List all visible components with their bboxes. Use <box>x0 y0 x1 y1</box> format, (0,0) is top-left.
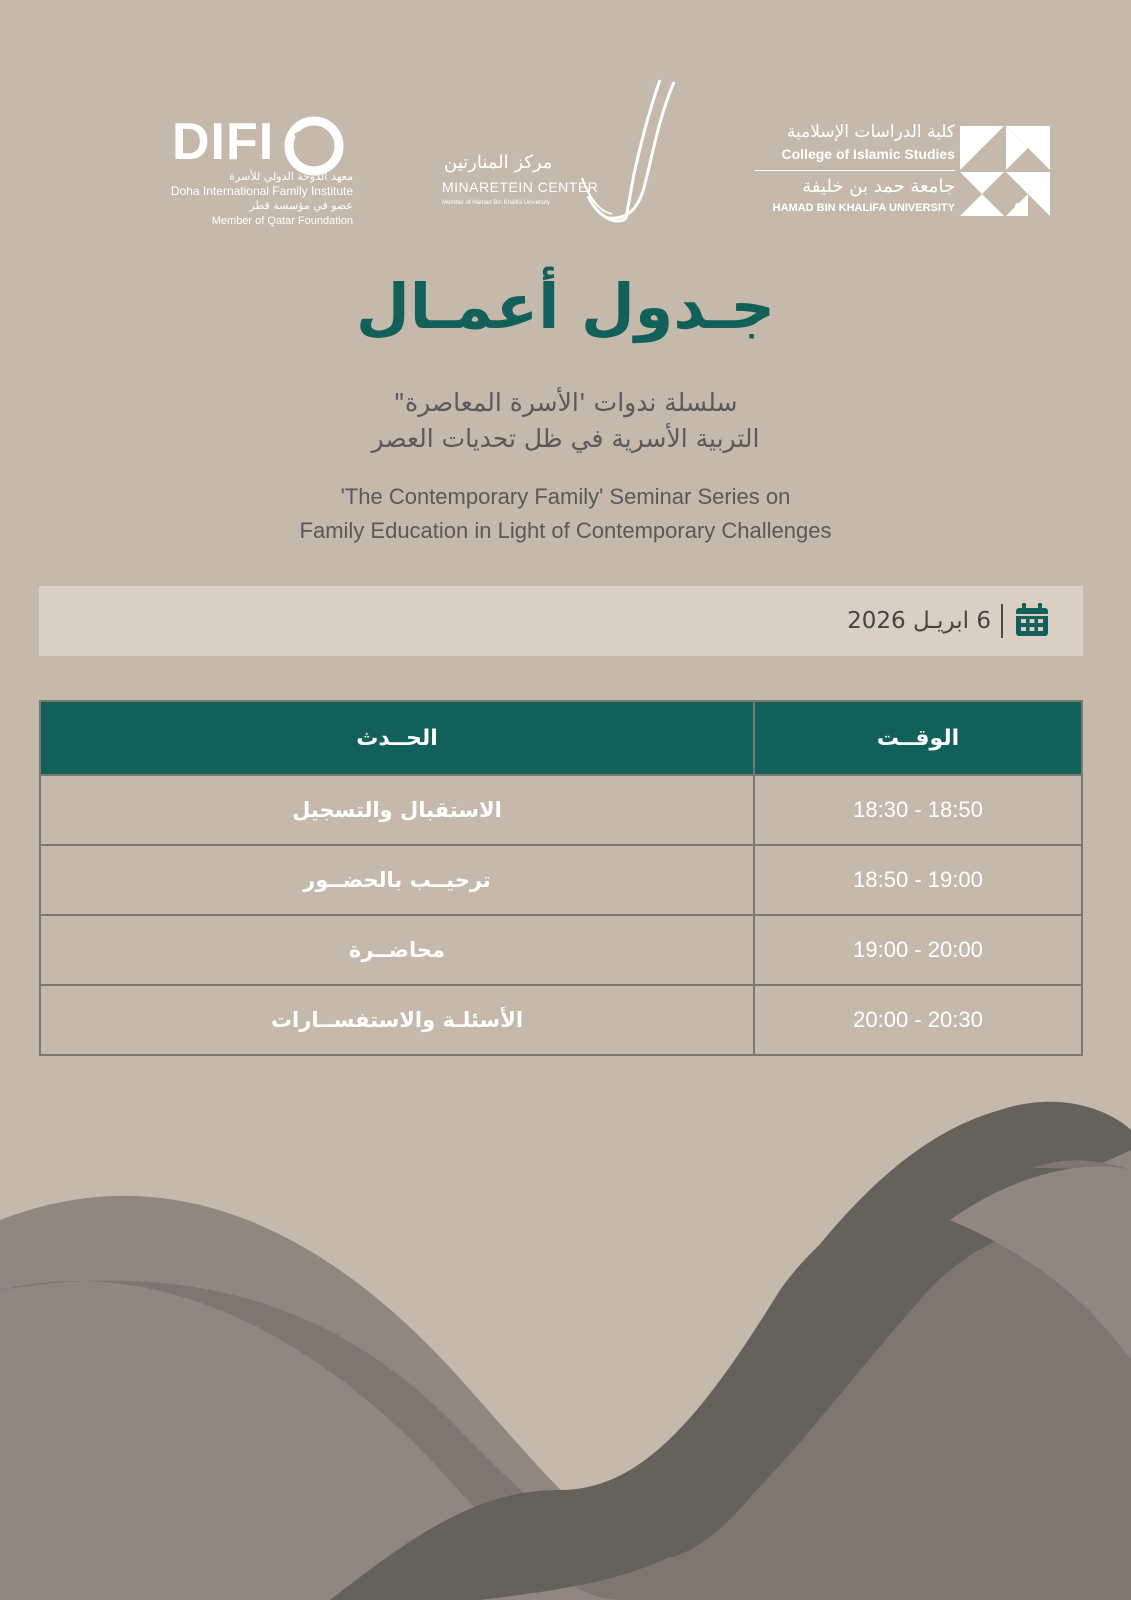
arabic-subtitle-line-2: التربية الأسرية في ظل تحديات العصر <box>371 424 760 453</box>
difi-arabic-name: معهد الدوحة الدولي للأسرة <box>229 170 353 183</box>
row-event: الاستقبال والتسجيل <box>40 775 754 845</box>
arabic-subtitle <box>0 385 1131 457</box>
date-bar <box>39 586 1083 656</box>
college-divider <box>755 170 955 171</box>
calendar-icon <box>1015 603 1049 637</box>
english-subtitle-line-2: Family Education in Light of Contemporary Challenges <box>299 518 832 543</box>
table-row <box>40 985 1082 1055</box>
table-row <box>40 915 1082 985</box>
decorative-waves <box>0 1090 1131 1600</box>
english-subtitle <box>0 480 1131 548</box>
row-event: ترحيــب بالحضــور <box>40 845 754 915</box>
college-logo <box>745 122 1050 222</box>
minaret-mark-icon <box>578 78 678 228</box>
table-header-row <box>40 701 1082 775</box>
schedule-table <box>39 700 1083 1056</box>
row-event: الأسئلـة والاستفســارات <box>40 985 754 1055</box>
table-row <box>40 845 1082 915</box>
university-arabic-name: جامعة حمد بن خليفة <box>802 176 955 197</box>
college-arabic-name: كلية الدراسات الإسلامية <box>786 122 955 142</box>
minaretein-english-name: MINARETEIN CENTER <box>442 179 599 195</box>
difi-ring-icon <box>282 114 346 178</box>
row-event: محاضــرة <box>40 915 754 985</box>
minaretein-small-line: Member of Hamad Bin Khalifa University <box>442 200 551 206</box>
row-time: 20:00 - 19:00 <box>754 915 1082 985</box>
difi-english-name: Doha International Family Institute <box>170 184 353 198</box>
table-row <box>40 775 1082 845</box>
page-title: جـدول أعمـال <box>355 270 776 343</box>
geometric-mark-icon <box>960 126 1050 216</box>
difi-wordmark: DIFI <box>172 113 275 171</box>
row-time: 18:50 - 18:30 <box>754 775 1082 845</box>
header-event: الحــدث <box>40 701 754 775</box>
university-english-name: HAMAD BIN KHALIFA UNIVERSITY <box>772 202 955 214</box>
minaretein-arabic-name: مركز المنارتين <box>444 152 553 173</box>
row-time: 20:30 - 20:00 <box>754 985 1082 1055</box>
minaretein-logo <box>440 78 680 228</box>
english-subtitle-line-1: 'The Contemporary Family' Seminar Series on <box>340 484 791 509</box>
event-date: 6 ابريـل 2026 <box>847 608 991 634</box>
row-time: 19:00 - 18:50 <box>754 845 1082 915</box>
difi-logo <box>88 112 353 232</box>
college-english-name: College of Islamic Studies <box>781 146 955 162</box>
date-separator <box>1001 604 1003 638</box>
arabic-subtitle-line-1: سلسلة ندوات 'الأسرة المعاصرة" <box>393 388 738 417</box>
header-time: الوقــت <box>754 701 1082 775</box>
difi-arabic-member: عضو في مؤسسة قطر <box>249 199 353 212</box>
difi-english-member: Member of Qatar Foundation <box>211 215 353 227</box>
